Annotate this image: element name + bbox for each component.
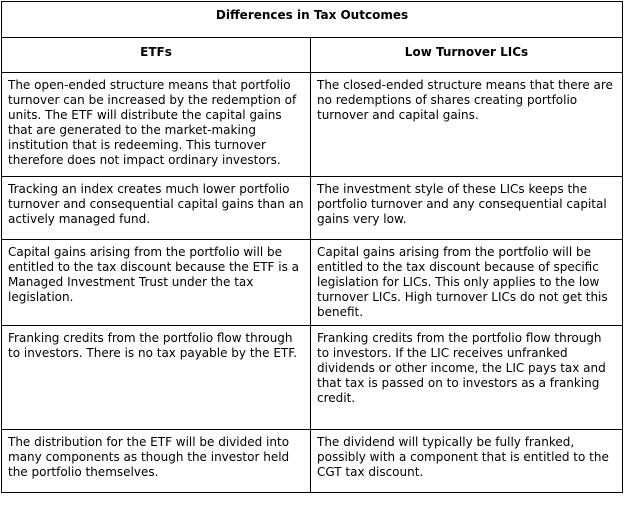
lic-cell: The dividend will typically be fully franked, possibly with a component that is entitled to the CGT tax discount. [311,430,623,493]
etf-cell: The open-ended structure means that portfolio turnover can be increased by the redemption of units. The ETF will distribute the capital gains that are generated to the market-making institution that is redeeming. This turnover therefore does not impact ordinary investors. [2,73,311,177]
column-header-etfs: ETFs [2,38,311,73]
lic-cell: Franking credits from the portfolio flow through to investors. If the LIC receives unfranked dividends or other income, the LIC pays tax and that tax is passed on to investors as a franking credit. [311,326,623,430]
table-row [2,430,623,493]
etf-cell: Tracking an index creates much lower portfolio turnover and consequential capital gains than an actively managed fund. [2,177,311,240]
table-title: Differences in Tax Outcomes [2,2,623,38]
etf-cell: Capital gains arising from the portfolio will be entitled to the tax discount because the ETF is a Managed Investment Trust under the tax legislation. [2,240,311,326]
lic-cell: The investment style of these LICs keeps the portfolio turnover and any consequential capital gains very low. [311,177,623,240]
column-header-lics: Low Turnover LICs [311,38,623,73]
table-row [2,326,623,430]
lic-cell: Capital gains arising from the portfolio will be entitled to the tax discount because of specific legislation for LICs. This only applies to the low turnover LICs. High turnover LICs do not get this benefit. [311,240,623,326]
etf-cell: The distribution for the ETF will be divided into many components as though the investor held the portfolio themselves. [2,430,311,493]
lic-cell: The closed-ended structure means that there are no redemptions of shares creating portfolio turnover and capital gains. [311,73,623,177]
table-header-row [2,38,623,73]
table-title-row [2,2,623,38]
table-row [2,240,623,326]
table-row [2,177,623,240]
etf-cell: Franking credits from the portfolio flow through to investors. There is no tax payable by the ETF. [2,326,311,430]
tax-outcomes-table [1,1,623,493]
table-row [2,73,623,177]
